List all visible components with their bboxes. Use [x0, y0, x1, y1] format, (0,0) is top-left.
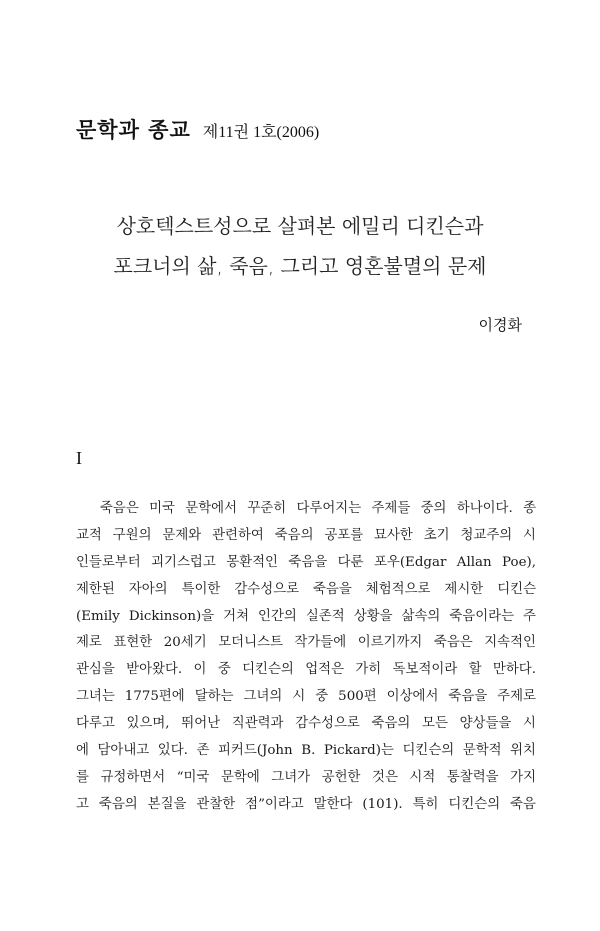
text-line: 제한된 자아의 특이한 감수성으로 죽음을 체험적으로 제시한 디킨슨: [76, 581, 536, 597]
text-line: 교적 구원의 문제와 관련하여 죽음의 공포를 묘사한 초기 청교주의 시: [76, 527, 536, 543]
text-line: 를 규정하면서 “미국 문학에 그녀가 공헌한 것은 시적 통찰력을 가지: [76, 769, 536, 785]
text-line: 제로 표현한 20세기 모더니스트 작가들에 이르기까지 죽음은 지속적인: [76, 635, 536, 651]
text-line: 에 담아내고 있다. 존 피커드(John B. Pickard)는 디킨슨의 문학적 위치: [76, 743, 536, 759]
text-line: 다루고 있으며, 뛰어난 직관력과 감수성으로 죽음의 모든 양상들을 시: [76, 716, 536, 732]
section-number: I: [76, 448, 82, 468]
text-line: 인들로부터 괴기스럽고 몽환적인 죽음을 다룬 포우(Edgar Allan Poe),: [76, 554, 536, 570]
author-name: 이경화: [478, 316, 522, 334]
title-line: 상호텍스트성으로 살펴본 에밀리 디킨슨과: [116, 214, 484, 238]
journal-issue: 제11권 1호(2006): [202, 124, 320, 141]
text-line: 죽음은 미국 문학에서 꾸준히 다루어지는 주제들 중의 하나이다. 종: [100, 501, 536, 516]
text-line: 관심을 받아왔다. 이 중 디킨슨의 업적은 가히 독보적이라 할 만하다.: [76, 662, 536, 678]
journal-header: [76, 114, 319, 144]
journal-logo: 문학과 종교: [76, 118, 191, 142]
article-title: [60, 206, 540, 286]
text-line: (Emily Dickinson)을 거쳐 인간의 실존적 상황을 삶속의 죽음이라는 주: [76, 608, 536, 624]
body-paragraph: [76, 496, 536, 819]
text-line: 그녀는 1775편에 달하는 그녀의 시 중 500편 이상에서 죽음을 주제로: [76, 689, 536, 705]
title-line: 포크너의 삶, 죽음, 그리고 영혼불멸의 문제: [113, 254, 487, 278]
text-line: 고 죽음의 본질을 관찰한 점”이라고 말한다 (101). 특히 디킨슨의 죽음: [76, 796, 536, 812]
